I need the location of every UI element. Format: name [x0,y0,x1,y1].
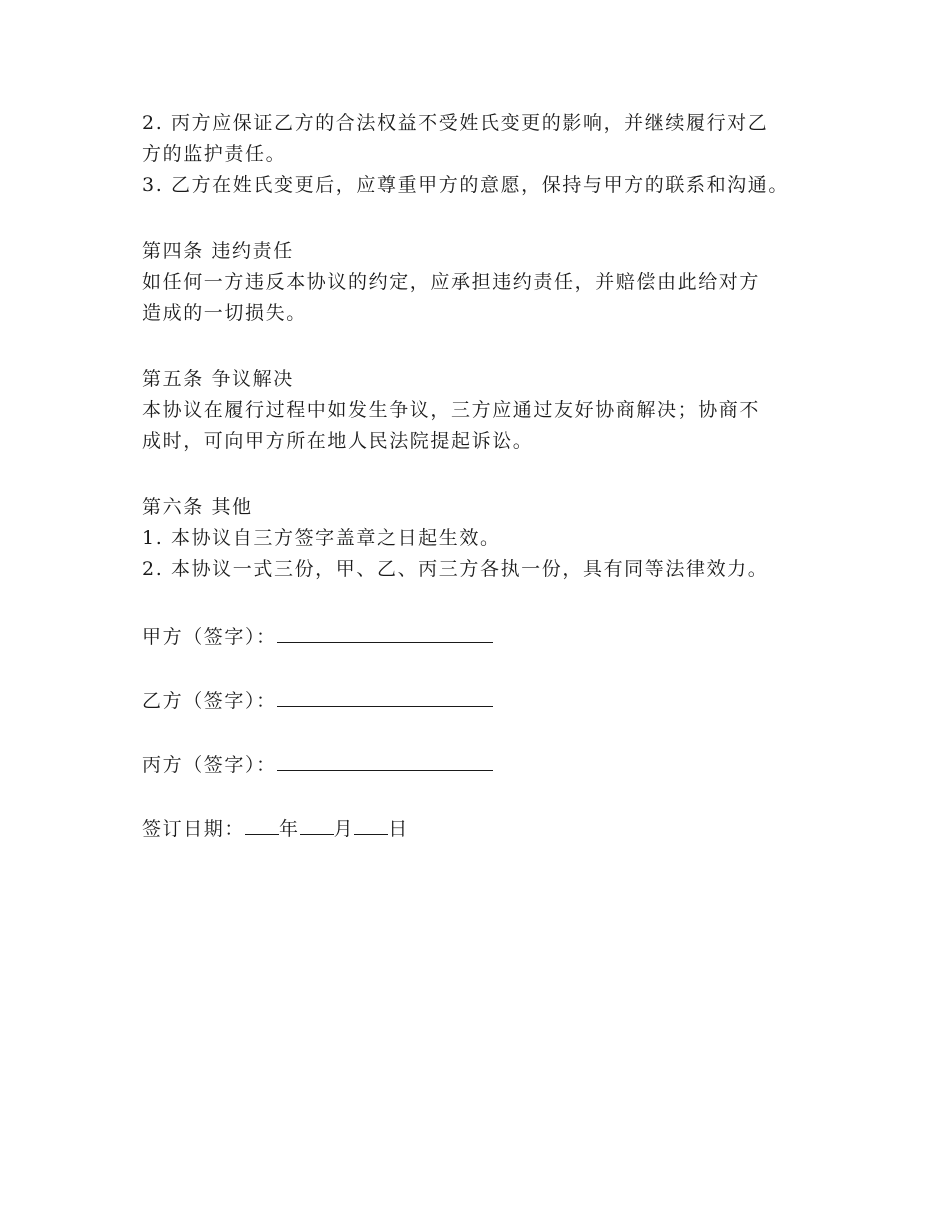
clause-5-heading: 第五条 争议解决 [142,368,294,390]
party-c-signature-blank[interactable] [277,746,493,771]
party-a-signature-row [142,618,832,649]
year-label: 年 [279,818,300,840]
signing-date-row [142,810,832,841]
day-blank[interactable] [354,810,388,835]
party-b-signature-label: 乙方（签字）： [142,690,277,712]
party-c-signature-label: 丙方（签字）： [142,754,277,776]
clause-4-body-line-2: 造成的一切损失。 [142,302,307,324]
signing-date-label: 签订日期： [142,818,246,840]
clause-4-heading: 第四条 违约责任 [142,240,294,262]
party-b-signature-row [142,682,832,713]
clause-5-body-line-1: 本协议在履行过程中如发生争议，三方应通过友好协商解决；协商不 [142,399,761,421]
clause-3-item-3: 3. 乙方在姓氏变更后，应尊重甲方的意愿，保持与甲方的联系和沟通。 [142,174,789,196]
clause-6-item-2: 2. 本协议一式三份，甲、乙、丙三方各执一份，具有同等法律效力。 [142,558,769,580]
clause-5-body-line-2: 成时，可向甲方所在地人民法院提起诉讼。 [142,430,534,452]
clause-4-body-line-1: 如任何一方违反本协议的约定，应承担违约责任，并赔偿由此给对方 [142,271,761,293]
party-c-signature-row [142,746,832,777]
party-a-signature-label: 甲方（签字）： [142,626,277,648]
month-blank[interactable] [300,810,334,835]
agreement-page [142,108,832,841]
month-label: 月 [333,818,355,840]
clause-3-item-2-line-1: 2. 丙方应保证乙方的合法权益不受姓氏变更的影响，并继续履行对乙 [142,112,769,134]
clause-6-heading: 第六条 其他 [142,496,253,518]
clause-6-item-1: 1. 本协议自三方签字盖章之日起生效。 [142,527,501,549]
day-label: 日 [388,818,409,840]
party-b-signature-blank[interactable] [277,682,493,707]
party-a-signature-blank[interactable] [277,618,493,643]
clause-3-item-2-line-2: 方的监护责任。 [142,143,287,165]
year-blank[interactable] [245,810,279,835]
